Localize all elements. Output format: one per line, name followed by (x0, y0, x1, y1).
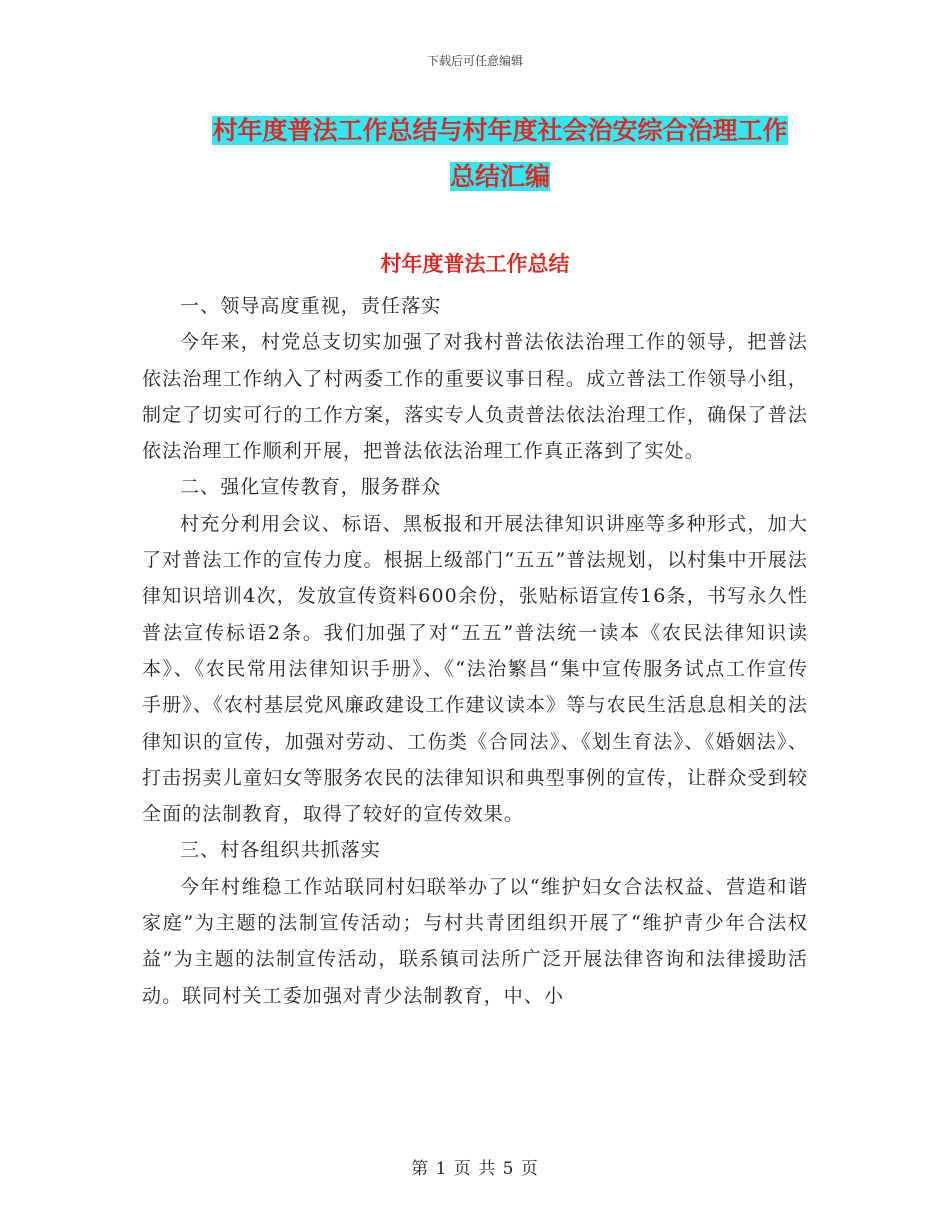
header-note: 下载后可任意编辑 (426, 54, 523, 68)
heading-organizations: 三、村各组织共抓落实 (180, 839, 382, 862)
paragraph-publicity: 村充分利用会议、标语、黑板报和开展法律知识讲座等多种形式，加大了对普法工作的宣传力度。根据上级部门“五五”普法规划，以村集中开展法律知识培训4次，发放宣传资料600余份，张贴标语宣传16条，书写永久性普法宣传标语2条。我们加强了对“五五”普法统一读本《农民法律知识读本》、《农民常用法律知识手册》、《“法治繁昌“集中宣传服务试点工作宣传手册》、《农村基层党风廉政建设工作建议读本》等与农民生活息息相关的法律知识的宣传，加强对劳动、工伤类《合同法》、《划生育法》、《婚姻法》、打击拐卖儿童妇女等服务农民的法律知识和典型事例的宣传，让群众受到较全面的法制教育，取得了较好的宣传效果。 (142, 512, 808, 826)
paragraph-organizations: 今年村维稳工作站联同村妇联举办了以“维护妇女合法权益、营造和谐家庭”为主题的法制宣传活动；与村共青团组织开展了“维护青少年合法权益”为主题的法制宣传活动，联系镇司法所广泛开展法律咨询和法律援助活动。联同村关工委加强对青少法制教育，中、小 (142, 875, 808, 1007)
section-title: 村年度普法工作总结 (380, 251, 570, 276)
page-number: 第 1 页 共 5 页 (411, 1159, 539, 1179)
document-body (142, 288, 808, 1014)
document-title-line-1: 村年度普法工作总结与村年度社会治安综合治理工作 (212, 116, 788, 145)
paragraph-leadership: 今年来，村党总支切实加强了对我村普法依法治理工作的领导，把普法依法治理工作纳入了村两委工作的重要议事日程。成立普法工作领导小组，制定了切实可行的工作方案，落实专人负责普法依法治理工作，确保了普法依法治理工作顺利开展，把普法依法治理工作真正落到了实处。 (142, 331, 808, 463)
document-title (150, 108, 850, 200)
document-title-line-2: 总结汇编 (449, 162, 550, 191)
heading-leadership: 一、领导高度重视，责任落实 (180, 295, 442, 317)
heading-publicity: 二、强化宣传教育，服务群众 (180, 476, 442, 499)
